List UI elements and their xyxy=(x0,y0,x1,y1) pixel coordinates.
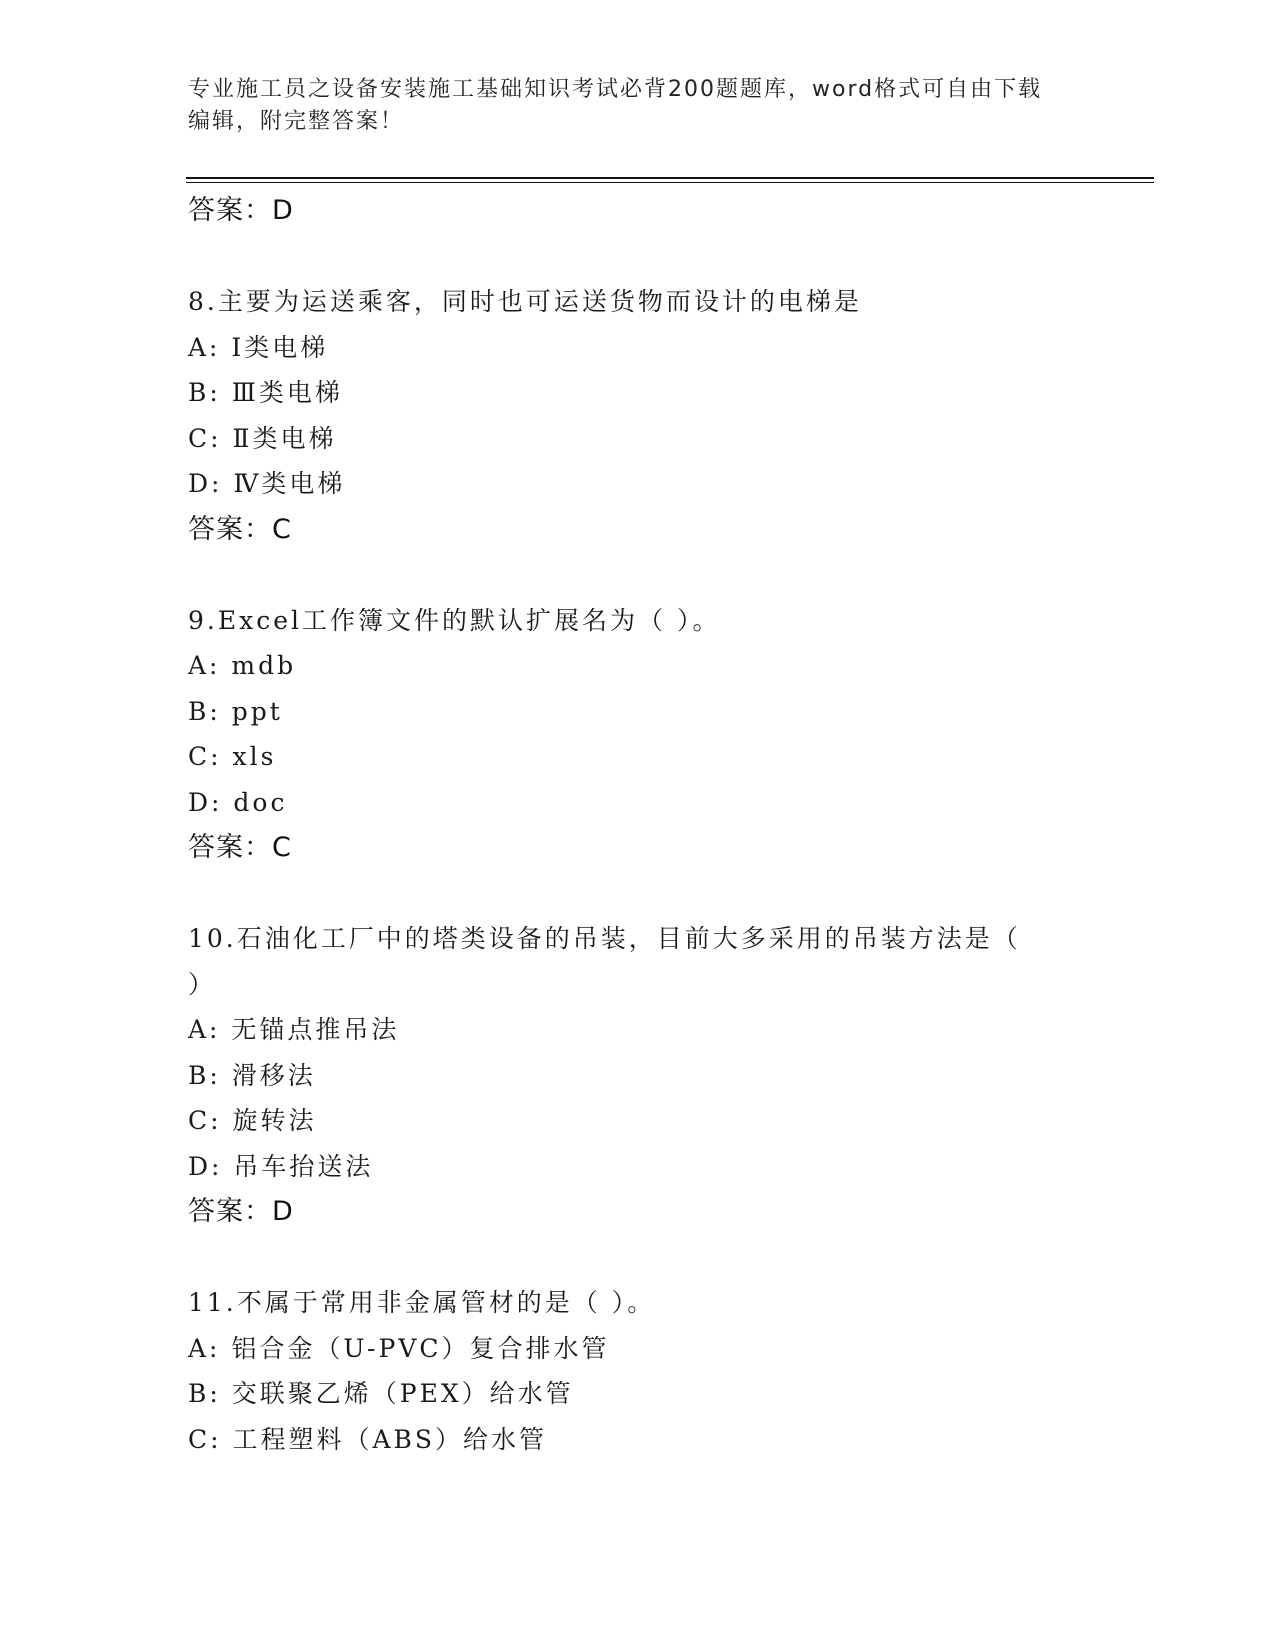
option-d: D: 吊车抬送法 xyxy=(188,1151,374,1181)
question-stem: 10.石油化工厂中的塔类设备的吊装，目前大多采用的吊装方法是（ xyxy=(188,924,1021,953)
header-line-2: 编辑，附完整答案！ xyxy=(188,109,405,134)
header-rule-thin xyxy=(186,182,1154,183)
question-11 xyxy=(188,1280,1088,1462)
document-body xyxy=(188,188,1088,1462)
document-header xyxy=(188,74,1088,138)
question-stem: 9.Excel工作簿文件的默认扩展名为（ ）。 xyxy=(188,605,721,635)
question-10 xyxy=(188,916,1088,1235)
question-8 xyxy=(188,279,1088,552)
question-stem: 8.主要为运送乘客，同时也可运送货物而设计的电梯是 xyxy=(188,287,862,316)
option-b: B: 滑移法 xyxy=(188,1060,316,1090)
option-b: B: ppt xyxy=(188,696,283,726)
option-d: D: doc xyxy=(188,787,288,817)
option-c: C: 工程塑料（ABS）给水管 xyxy=(188,1424,548,1454)
option-c: C: 旋转法 xyxy=(188,1106,317,1135)
option-a: A: 无锚点推吊法 xyxy=(188,1015,400,1044)
option-a: A: 铝合金（U-PVC）复合排水管 xyxy=(188,1333,610,1363)
header-rule-thick xyxy=(186,177,1154,179)
option-b: B: Ⅲ类电梯 xyxy=(188,378,343,407)
answer-line: 答案：D xyxy=(188,1196,294,1227)
answer-line: 答案：D xyxy=(188,195,294,226)
answer-line: 答案：C xyxy=(188,513,292,545)
spacer xyxy=(188,234,1088,280)
question-stem-continued: ） xyxy=(188,969,217,999)
header-line-1: 专业施工员之设备安装施工基础知识考试必背200题题库，word格式可自由下载 xyxy=(188,77,1043,102)
option-a: A: mdb xyxy=(188,651,297,680)
option-a: A: Ⅰ类电梯 xyxy=(188,332,329,362)
option-c: C: Ⅱ类电梯 xyxy=(188,423,337,453)
spacer xyxy=(188,1235,1088,1281)
option-c: C: xls xyxy=(188,742,277,771)
option-b: B: 交联聚乙烯（PEX）给水管 xyxy=(188,1379,574,1408)
question-9 xyxy=(188,598,1088,871)
spacer xyxy=(188,871,1088,917)
option-d: D: Ⅳ类电梯 xyxy=(188,469,346,498)
question-stem: 11.不属于常用非金属管材的是（ ）。 xyxy=(188,1288,656,1317)
answer-line: 答案：C xyxy=(188,832,292,863)
spacer xyxy=(188,552,1088,598)
